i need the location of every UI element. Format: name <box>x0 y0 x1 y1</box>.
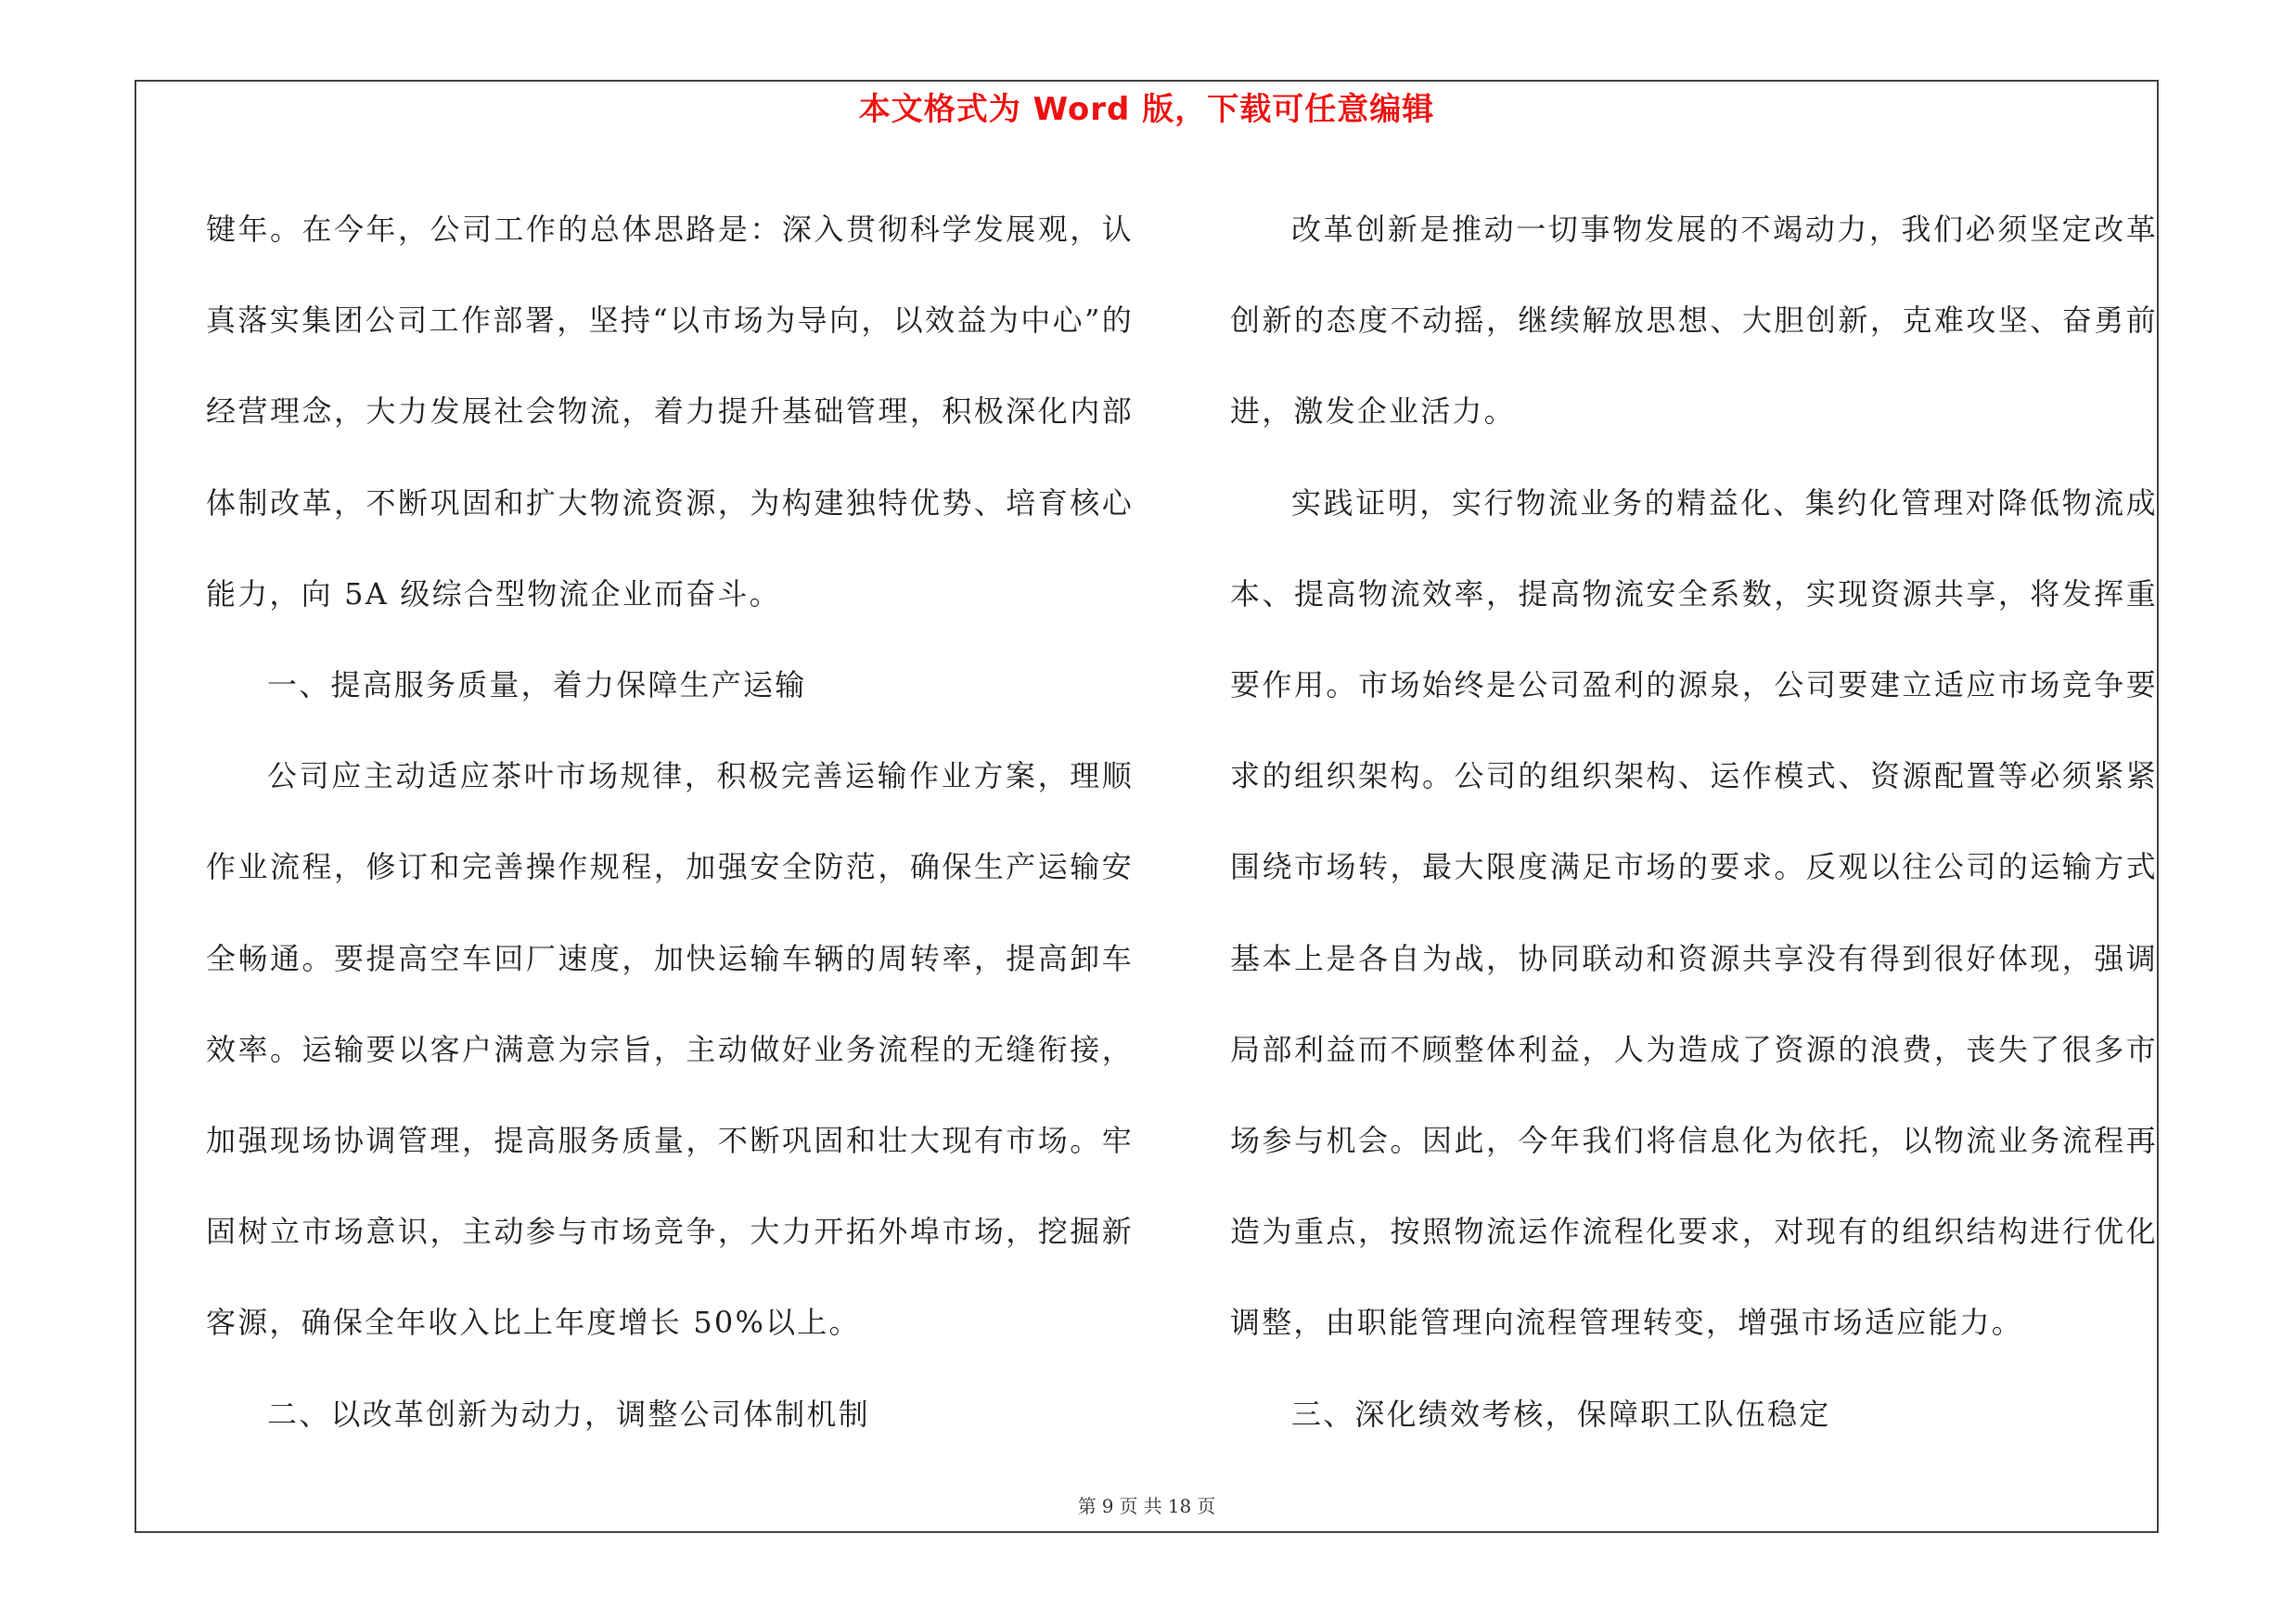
paragraph: 公司应主动适应茶叶市场规律，积极完善运输作业方案，理顺作业流程，修订和完善操作规程，加强安全防范，确保生产运输安全畅通。要提高空车回厂速度，加快运输车辆的周转率，提高卸车效率。运输要以客户满意为宗旨，主动做好业务流程的无缝衔接，加强现场协调管理，提高服务质量，不断巩固和壮大现有市场。牢固树立市场意识，主动参与市场竞争，大力开拓外埠市场，挖掘新客源，确保全年收入比上年度增长 50%以上。 <box>206 758 1134 1341</box>
format-banner: 本文格式为 Word 版，下载可任意编辑 <box>858 91 1435 128</box>
current-page-number: 9 <box>1101 1495 1114 1517</box>
paragraph: 实践证明，实行物流业务的精益化、集约化管理对降低物流成本、提高物流效率，提高物流安全系数，实现资源共享，将发挥重要作用。市场始终是公司盈利的源泉，公司要建立适应市场竞争要求的组织架构。公司的组织架构、运作模式、资源配置等必须紧紧围绕市场转，最大限度满足市场的要求。反观以往公司的运输方式基本上是各自为战，协同联动和资源共享没有得到很好体现，强调局部利益而不顾整体利益，人为造成了资源的浪费，丧失了很多市场参与机会。因此，今年我们将信息化为依托，以物流业务流程再造为重点，按照物流运作流程化要求，对现有的组织结构进行优化调整，由职能管理向流程管理转变，增强市场适应能力。 <box>1230 484 2158 1341</box>
section-heading-2: 二、以改革创新为动力，调整公司体制机制 <box>267 1396 870 1432</box>
paragraph: 改革创新是推动一切事物发展的不竭动力，我们必须坚定改革创新的态度不动摇，继续解放思想、大胆创新，克难攻坚、奋勇前进，激发企业活力。 <box>1230 212 2158 430</box>
page-number-footer <box>135 1494 2159 1518</box>
page-suffix: 页 <box>1197 1495 1216 1517</box>
left-text-column <box>206 184 1134 1460</box>
page-prefix: 第 <box>1077 1495 1097 1517</box>
total-page-count: 18 <box>1167 1495 1192 1517</box>
paragraph: 键年。在今年，公司工作的总体思路是：深入贯彻科学发展观，认真落实集团公司工作部署，坚持“以市场为导向，以效益为中心”的经营理念，大力发展社会物流，着力提升基础管理，积极深化内部体制改革，不断巩固和扩大物流资源，为构建独特优势、培育核心能力，向 5A 级综合型物流企业而奋斗。 <box>206 212 1134 612</box>
page-middle: 页 共 <box>1119 1495 1162 1517</box>
section-heading-1: 一、提高服务质量，着力保障生产运输 <box>267 667 807 703</box>
right-text-column <box>1230 184 2158 1460</box>
section-heading-3: 三、深化绩效考核，保障职工队伍稳定 <box>1291 1396 1831 1432</box>
